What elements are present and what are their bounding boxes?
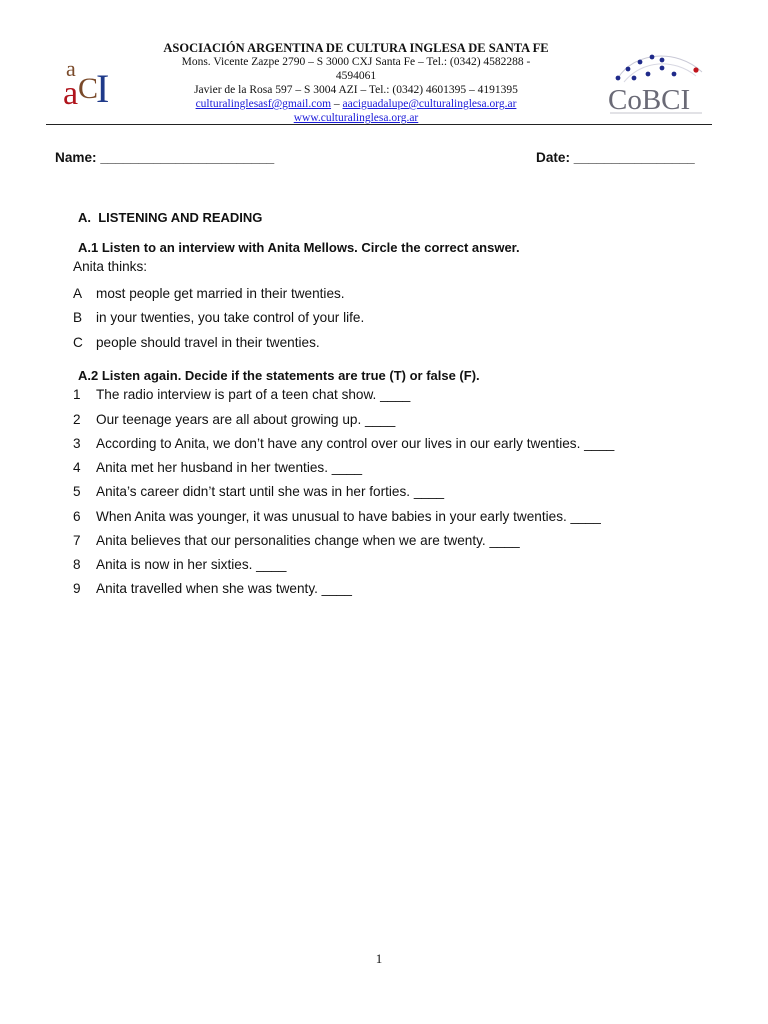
- a2-instruction: A.2 Listen again. Decide if the statements are true (T) or false (F).: [78, 368, 480, 383]
- item-number: 9: [73, 581, 81, 596]
- item-number: 8: [73, 557, 81, 572]
- date-field[interactable]: Date: ________________: [536, 150, 695, 165]
- item-number: 3: [73, 436, 81, 451]
- svg-text:C: C: [78, 72, 99, 105]
- name-field[interactable]: Name: _______________________: [55, 150, 275, 165]
- aaci-logo: [60, 54, 124, 110]
- option-text: in your twenties, you take control of your life.: [96, 310, 365, 325]
- a1-instruction: A.1 Listen to an interview with Anita Mellows. Circle the correct answer.: [78, 240, 520, 255]
- item-text: Anita met her husband in her twenties. ____: [96, 460, 363, 475]
- item-text: The radio interview is part of a teen chat show. ____: [96, 387, 411, 402]
- svg-text:a: a: [66, 56, 76, 81]
- option-letter: B: [73, 310, 83, 325]
- section-letter: A.: [78, 210, 91, 225]
- item-number: 5: [73, 484, 81, 499]
- email-line: [150, 97, 562, 111]
- item-text: Anita travelled when she was twenty. ____: [96, 581, 352, 596]
- item-text: Anita is now in her sixties. ____: [96, 557, 287, 572]
- cobci-wordmark: CoBCI: [608, 84, 691, 116]
- header-rule: [46, 124, 712, 125]
- section-heading: [78, 210, 262, 225]
- email-link-2[interactable]: aaciguadalupe@culturalinglesa.org.ar: [342, 98, 517, 110]
- cobci-logo: [604, 48, 708, 116]
- item-number: 1: [73, 387, 81, 402]
- item-number: 7: [73, 533, 81, 548]
- page-number: 1: [375, 951, 383, 966]
- option-text: people should travel in their twenties.: [96, 335, 320, 350]
- option-letter: A: [73, 286, 83, 301]
- email-separator: –: [331, 98, 343, 110]
- svg-text:a: a: [63, 75, 79, 110]
- item-text: Anita believes that our personalities change when we are twenty. ____: [96, 533, 520, 548]
- item-number: 2: [73, 412, 81, 427]
- item-text: Anita’s career didn’t start until she was in her forties. ____: [96, 484, 445, 499]
- email-link-1[interactable]: culturalinglesasf@gmail.com: [195, 98, 332, 110]
- item-text: Our teenage years are all about growing up. ____: [96, 412, 396, 427]
- address-line-2: Javier de la Rosa 597 – S 3004 AZI – Tel.: (0342) 4601395 – 4191395: [194, 84, 518, 96]
- item-number: 6: [73, 509, 81, 524]
- section-title: LISTENING AND READING: [98, 210, 263, 225]
- website-link[interactable]: www.culturalinglesa.org.ar: [293, 112, 419, 124]
- address-line-1: Mons. Vicente Zazpe 2790 – S 3000 CXJ Santa Fe – Tel.: (0342) 4582288 -: [181, 56, 531, 68]
- option-text: most people get married in their twenties.: [96, 286, 345, 301]
- item-text: When Anita was younger, it was unusual to have babies in your early twenties. ____: [96, 509, 601, 524]
- letterhead: [150, 41, 562, 125]
- address-line-1-cont: 4594061: [335, 70, 377, 82]
- option-letter: C: [73, 335, 83, 350]
- item-text: According to Anita, we don’t have any control over our lives in our early twenties. ____: [96, 436, 615, 451]
- svg-text:I: I: [96, 66, 110, 110]
- item-number: 4: [73, 460, 81, 475]
- a1-stem: Anita thinks:: [73, 259, 148, 274]
- org-title: ASOCIACIÓN ARGENTINA DE CULTURA INGLESA DE SANTA FE: [163, 41, 549, 55]
